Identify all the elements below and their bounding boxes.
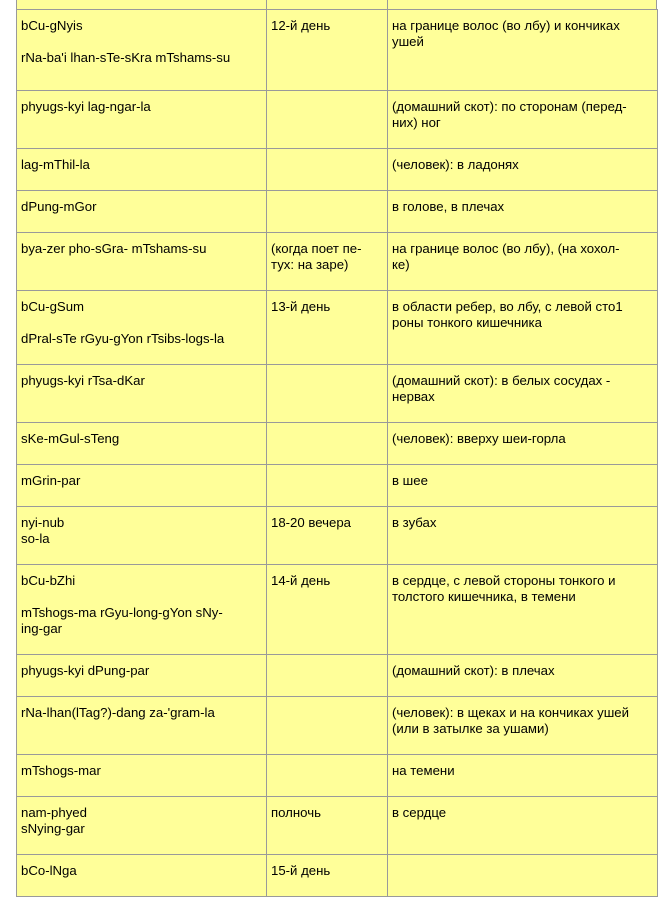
cell-text-line: нервах: [392, 389, 435, 404]
cell-text-line: sKe-mGul-sTeng: [21, 431, 120, 446]
table-row: [17, 755, 658, 797]
time-cell: [267, 365, 388, 423]
location-cell: [388, 507, 658, 565]
cell-text-line: bya-zer pho-sGra- mTshams-su: [21, 241, 207, 256]
cell-text-line: ing-gar: [21, 621, 63, 636]
cell-text-line: dPung-mGor: [21, 199, 97, 214]
cell-text-line: (когда поет пе-: [271, 241, 362, 256]
cell-text-line: phyugs-kyi dPung-par: [21, 663, 150, 678]
time-cell: [267, 755, 388, 797]
cell-text-line: 18-20 вечера: [271, 515, 352, 530]
cell-text-line: 13-й день: [271, 299, 331, 314]
cell-text-line: полночь: [271, 805, 321, 820]
cell-text-line: dPral-sTe rGyu-gYon rTsibs-logs-la: [21, 331, 225, 346]
time-cell: [267, 565, 388, 655]
tibetan-term-cell: [17, 291, 267, 365]
time-cell: [267, 423, 388, 465]
cell-text-line: роны тонкого кишечника: [392, 315, 542, 330]
tibetan-term-cell: [17, 423, 267, 465]
table-row: [17, 655, 658, 697]
location-cell: [388, 149, 658, 191]
table-row: [17, 10, 658, 91]
cell-text-line: них) ног: [392, 115, 441, 130]
tibetan-term-cell: [17, 365, 267, 423]
location-cell: [388, 855, 658, 897]
cell-text-line: тух: на заре): [271, 257, 349, 272]
location-cell: [388, 191, 658, 233]
tibetan-term-cell: [17, 507, 267, 565]
location-cell: [388, 91, 658, 149]
table-row: [17, 233, 658, 291]
time-cell: [267, 233, 388, 291]
time-cell: [267, 855, 388, 897]
tibetan-term-cell: [17, 697, 267, 755]
time-cell: [267, 91, 388, 149]
location-cell: [388, 655, 658, 697]
location-cell: [388, 291, 658, 365]
cell-text-line: bCo-lNga: [21, 863, 77, 878]
table-row: [17, 149, 658, 191]
table-row: [17, 365, 658, 423]
cell-text-line: nyi-nub: [21, 515, 65, 530]
cell-text-line: phyugs-kyi lag-ngar-la: [21, 99, 151, 114]
location-cell: [388, 465, 658, 507]
table-row: [17, 565, 658, 655]
cell-text-line: ке): [392, 257, 410, 272]
table-row: [17, 507, 658, 565]
tibetan-term-cell: [17, 91, 267, 149]
time-cell: [267, 191, 388, 233]
cell-text-line: в сердце: [392, 805, 447, 820]
time-cell: [267, 655, 388, 697]
cell-text-line: mTshogs-mar: [21, 763, 101, 778]
tibetan-term-cell: [17, 149, 267, 191]
cell-text-line: (домашний скот): по сторонам (перед-: [392, 99, 627, 114]
cell-text-line: mTshogs-ma rGyu-long-gYon sNy-: [21, 605, 223, 620]
calendar-table-container: [16, 9, 657, 897]
cell-text-line: (человек): в щеках и на кончиках ушей: [392, 705, 629, 720]
table-body: [17, 10, 658, 897]
cell-text-line: на темени: [392, 763, 455, 778]
cell-text-line: (или в затылке за ушами): [392, 721, 549, 736]
location-cell: [388, 697, 658, 755]
cell-text-line: so-la: [21, 531, 50, 546]
location-cell: [388, 10, 658, 91]
location-cell: [388, 565, 658, 655]
cell-text-line: в голове, в плечах: [392, 199, 505, 214]
cell-text-line: bCu-bZhi: [21, 573, 76, 588]
tibetan-term-cell: [17, 655, 267, 697]
calendar-table: [16, 9, 658, 897]
table-top-edge: [16, 0, 657, 9]
cell-text-line: mGrin-par: [21, 473, 81, 488]
time-cell: [267, 10, 388, 91]
cell-text-line: nam-phyed: [21, 805, 87, 820]
cell-text-line: (домашний скот): в плечах: [392, 663, 555, 678]
tibetan-term-cell: [17, 10, 267, 91]
cell-text-line: толстого кишечника, в темени: [392, 589, 576, 604]
cell-text-line: rNa-lhan(lTag?)-dang za-'gram-la: [21, 705, 215, 720]
location-cell: [388, 755, 658, 797]
time-cell: [267, 149, 388, 191]
table-row: [17, 697, 658, 755]
location-cell: [388, 233, 658, 291]
table-row: [17, 465, 658, 507]
table-row: [17, 191, 658, 233]
cell-text-line: ушей: [392, 34, 424, 49]
cell-text-line: 12-й день: [271, 18, 331, 33]
cell-text-line: в сердце, с левой стороны тонкого и: [392, 573, 616, 588]
tibetan-term-cell: [17, 565, 267, 655]
time-cell: [267, 797, 388, 855]
location-cell: [388, 365, 658, 423]
table-row: [17, 423, 658, 465]
table-row: [17, 91, 658, 149]
tibetan-term-cell: [17, 191, 267, 233]
tibetan-term-cell: [17, 797, 267, 855]
cell-text-line: 15-й день: [271, 863, 331, 878]
cell-text-line: sNying-gar: [21, 821, 85, 836]
tibetan-term-cell: [17, 855, 267, 897]
location-cell: [388, 423, 658, 465]
table-row: [17, 797, 658, 855]
cell-text-line: на границе волос (во лбу) и кончиках: [392, 18, 620, 33]
cell-text-line: в области ребер, во лбу, с левой сто1: [392, 299, 623, 314]
cell-text-line: в зубах: [392, 515, 437, 530]
time-cell: [267, 697, 388, 755]
tibetan-term-cell: [17, 465, 267, 507]
cell-text-line: на границе волос (во лбу), (на хохол-: [392, 241, 620, 256]
cell-text-line: (человек): вверху шеи-горла: [392, 431, 566, 446]
time-cell: [267, 291, 388, 365]
location-cell: [388, 797, 658, 855]
cell-text-line: rNa-ba'i lhan-sTe-sKra mTshams-su: [21, 50, 231, 65]
cell-text-line: bCu-gSum: [21, 299, 85, 314]
cell-text-line: bCu-gNyis: [21, 18, 83, 33]
cell-text-line: в шее: [392, 473, 428, 488]
cell-text-line: 14-й день: [271, 573, 331, 588]
cell-text-line: lag-mThil-la: [21, 157, 90, 172]
tibetan-term-cell: [17, 233, 267, 291]
cell-text-line: (человек): в ладонях: [392, 157, 519, 172]
tibetan-term-cell: [17, 755, 267, 797]
table-row: [17, 291, 658, 365]
time-cell: [267, 465, 388, 507]
cell-text-line: phyugs-kyi rTsa-dKar: [21, 373, 145, 388]
time-cell: [267, 507, 388, 565]
table-row: [17, 855, 658, 897]
cell-text-line: (домашний скот): в белых сосудах -: [392, 373, 611, 388]
